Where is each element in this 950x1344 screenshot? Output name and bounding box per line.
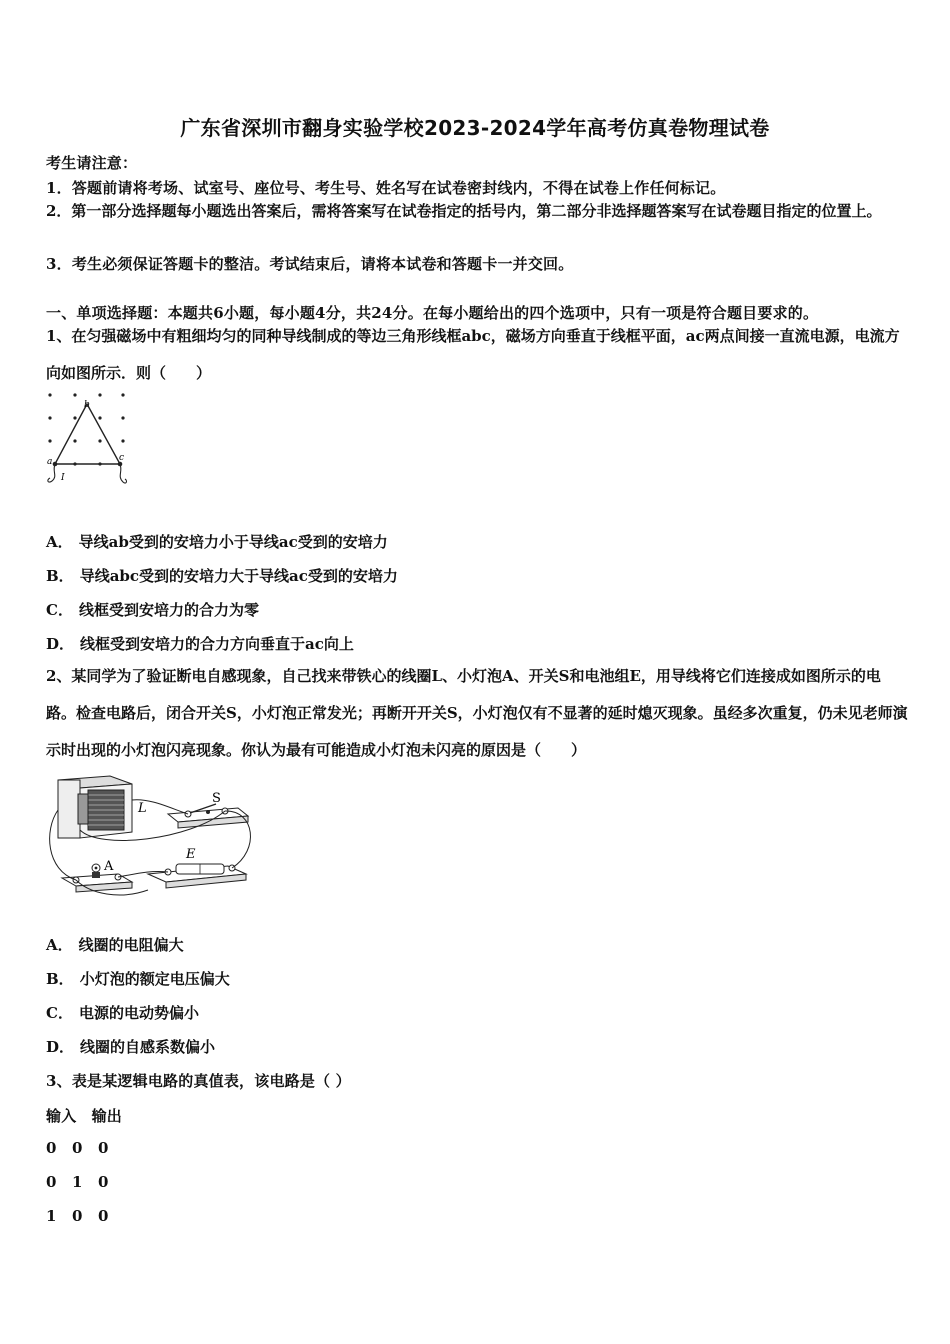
triangle-frame bbox=[55, 404, 120, 464]
q2-stem: 2、某同学为了验证断电自感现象，自己找来带铁心的线圈L、小灯泡A、开关S和电池组E，用导线将它们连接成如图所示的电路。检查电路后，闭合开关S，小灯泡正常发光；再断开开关S，小灯泡仅有不显著的延时熄灭现象。虽经多次重复，仍未见老师演示时出现的小灯泡闪亮现象。你认为最有可能造成小灯泡未闪亮的原因是（ ） bbox=[46, 667, 908, 759]
notice-item-2: 2．第一部分选择题每小题选出答案后，需将答案写在试卷指定的括号内，第二部分非选择题答案写在试卷题目指定的位置上。 bbox=[46, 202, 882, 220]
lamp-board bbox=[62, 864, 132, 892]
label-current: I bbox=[61, 473, 65, 483]
truth-table-row: 0 0 0 bbox=[46, 1139, 109, 1157]
truth-table-row: 0 1 0 bbox=[46, 1173, 109, 1191]
notice-item-1: 1．答题前请将考场、试室号、座位号、考生号、姓名写在试卷密封线内，不得在试卷上作任何标记。 bbox=[46, 179, 726, 197]
label-a: a bbox=[47, 457, 53, 467]
q1-option-b: B． 导线abc受到的安培力大于导线ac受到的安培力 bbox=[46, 567, 398, 585]
lead-wire-c bbox=[120, 464, 126, 483]
notice-item-3: 3．考生必须保证答题卡的整洁。考试结束后，请将本试卷和答题卡一并交回。 bbox=[46, 255, 574, 273]
q1-option-d: D． 线框受到安培力的合力方向垂直于ac向上 bbox=[46, 635, 354, 653]
label-lamp: A bbox=[104, 859, 114, 874]
q1-stem: 1、在匀强磁场中有粗细均匀的同种导线制成的等边三角形线框abc，磁场方向垂直于线框平面，ac两点间接一直流电源，电流方向如图所示．则（ ） bbox=[46, 327, 900, 382]
q2-option-d: D． 线圈的自感系数偏小 bbox=[46, 1038, 216, 1056]
q1-triangle-figure bbox=[40, 388, 140, 492]
q2-option-b: B． 小灯泡的额定电压偏大 bbox=[46, 970, 230, 988]
truth-table-row: 1 0 0 bbox=[46, 1207, 109, 1225]
label-c: c bbox=[119, 453, 125, 463]
iron-core-coil bbox=[58, 776, 132, 838]
label-coil: L bbox=[138, 801, 147, 816]
q2-option-a: A． 线圈的电阻偏大 bbox=[46, 936, 184, 954]
notice-heading: 考生请注意： bbox=[46, 154, 138, 172]
q2-circuit-figure bbox=[40, 770, 270, 910]
q2-option-c: C． 电源的电动势偏小 bbox=[46, 1004, 199, 1022]
q1-option-a: A． 导线ab受到的安培力小于导线ac受到的安培力 bbox=[46, 533, 388, 551]
section-heading: 一、单项选择题：本题共6小题，每小题4分，共24分。在每小题给出的四个选项中，只有一项是符合题目要求的。 bbox=[46, 304, 819, 322]
label-b: b bbox=[84, 400, 90, 410]
label-switch: S bbox=[212, 791, 221, 806]
truth-table-header: 输入 输出 bbox=[46, 1107, 123, 1125]
q3-stem: 3、表是某逻辑电路的真值表，该电路是（ ） bbox=[46, 1072, 351, 1090]
q1-option-c: C． 线框受到安培力的合力为零 bbox=[46, 601, 259, 619]
battery-board bbox=[148, 864, 246, 888]
page-title: 广东省深圳市翻身实验学校2023-2024学年高考仿真卷物理试卷 bbox=[180, 116, 770, 140]
label-battery: E bbox=[186, 847, 196, 862]
switch-board bbox=[168, 804, 248, 828]
